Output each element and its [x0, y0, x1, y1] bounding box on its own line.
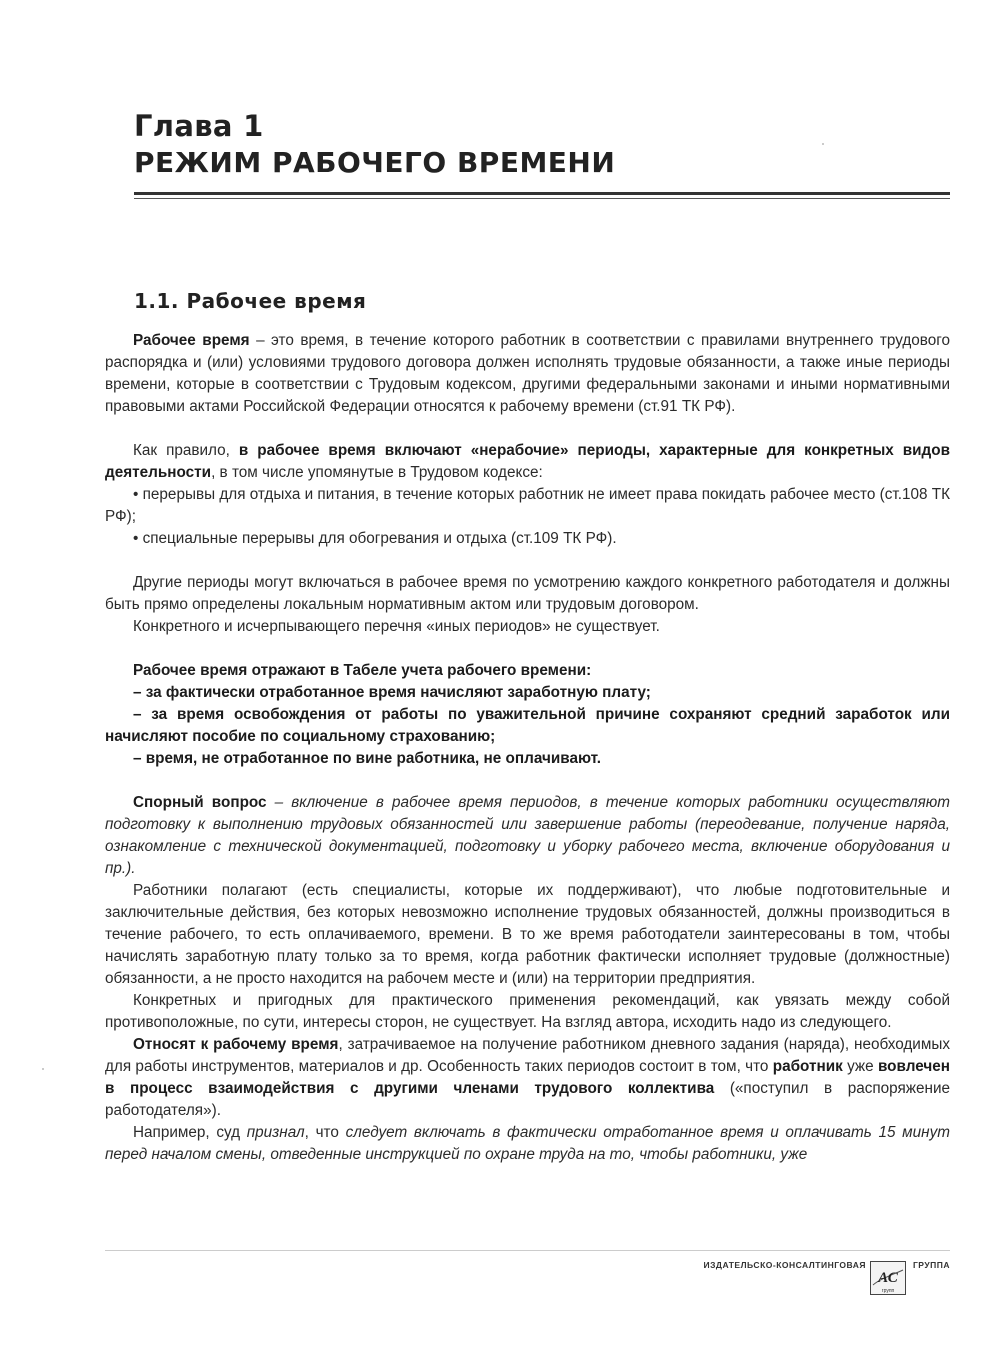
- body-text: [105, 330, 950, 1166]
- emphasis-nonworking: в рабочее время включают «нерабочие» периоды, характерные для конкретных видов деятельности: [105, 442, 951, 481]
- definition-text: – это время, в течение которого работник в соответствии с правилами внутреннего трудового распорядка и (или) условиями трудового договора должен исполнять трудовые обязанности, а также иные периоды времени, которые в соответствии с Трудовым кодексом, другими федеральными законами и иными нормативными правовыми актами Российской Федерации относятся к рабочему времени (ст.91 ТК РФ).: [105, 332, 950, 415]
- paragraph-included: [105, 1034, 950, 1122]
- text-tail: , в том числе упомянутые в Трудовом кодексе:: [211, 464, 543, 481]
- scan-speck: [42, 1068, 44, 1070]
- disputed-text: – включение в рабочее время периодов, в течение которых работники осуществляют подготовку к выполнению трудовых обязанностей или завершение работы (переодевание, получение наряда, ознакомление с технической документацией, подготовку и уборку рабочего места, включение оборудования и пр.).: [105, 794, 950, 877]
- paragraph-recommendations: Конкретных и пригодных для практического применения рекомендаций, как увязать между собой противоположные, по сути, интересы сторон, не существует. На взгляд автора, исходить надо из следующего.: [105, 992, 950, 1031]
- publisher-footer: [700, 1259, 950, 1299]
- text-part: , что: [304, 1124, 346, 1141]
- chapter-rule-thick: [134, 192, 950, 195]
- paragraph-disputed: [105, 792, 950, 880]
- scan-speck: [822, 143, 824, 145]
- chapter-label: Глава 1: [134, 109, 264, 143]
- logo-subtext: групп: [881, 1288, 895, 1294]
- chapter-rule-thin: [134, 198, 950, 199]
- paragraph-employees-view: Работники полагают (есть специалисты, которые их поддерживают), что любые подготовительные и заключительные действия, без которых невозможно исполнение трудовых обязанностей, должны производиться в течение рабочего, то есть оплачиваемого, времени. В то же время работодатели заинтересованы в том, чтобы начислять заработную плату только за то время, когда работник фактически исполняет трудовые (должностные) обязанности, а не просто находится на рабочем месте и (или) на территории предприятия.: [105, 882, 950, 987]
- paragraph-court-example: [105, 1122, 950, 1166]
- paragraph-other-periods: Другие периоды могут включаться в рабочее время по усмотрению каждого конкретного работодателя и должны быть прямо определены локальным нормативным актом или трудовым договором.: [105, 574, 950, 613]
- section-title: 1.1. Рабочее время: [134, 289, 367, 313]
- emphasis-worker: работник: [772, 1058, 843, 1075]
- paragraph-no-list: Конкретного и исчерпывающего перечня «иных периодов» не существует.: [133, 618, 660, 635]
- text-lead: Как правило,: [133, 442, 239, 459]
- emphasis-included: Относят к рабочему время: [133, 1036, 339, 1053]
- text-part: , затрачиваемое на получение работником дневного задания (наряда), необходимых для работы инструментов, материалов и др. Особенность таких периодов состоит в том, что: [105, 1036, 950, 1075]
- chapter-title: РЕЖИМ РАБОЧЕГО ВРЕМЕНИ: [134, 146, 616, 179]
- term-disputed: Спорный вопрос: [133, 794, 267, 811]
- paragraph-definition: [105, 330, 950, 418]
- publisher-logo-icon: [870, 1261, 906, 1295]
- text-part: («поступил в распоряжение работодателя»).: [105, 1080, 951, 1119]
- logo-text: АС: [878, 1270, 898, 1286]
- emphasis-involved: вовлечен в процесс взаимодействия с другими членами трудового коллектива: [105, 1058, 950, 1097]
- publisher-group: ГРУППА: [912, 1260, 950, 1270]
- timesheet-item: – время, не отработанное по вине работника, не оплачивают.: [133, 750, 602, 767]
- chapter-heading: [134, 108, 615, 182]
- footer-rule: [105, 1250, 950, 1251]
- timesheet-heading: Рабочее время отражают в Табеле учета рабочего времени:: [133, 662, 592, 679]
- bullet-item: • перерывы для отдыха и питания, в течение которых работник не имеет права покидать рабочее место (ст.108 ТК РФ);: [105, 486, 950, 525]
- italic-recognized: признал: [246, 1124, 305, 1141]
- text-part: Например, суд: [133, 1124, 247, 1141]
- text-part: уже: [842, 1058, 878, 1075]
- timesheet-item: – за фактически отработанное время начисляют заработную плату;: [133, 684, 651, 701]
- bullet-item: • специальные перерывы для обогревания и отдыха (ст.109 ТК РФ).: [133, 530, 617, 547]
- publisher-name: ИЗДАТЕЛЬСКО-КОНСАЛТИНГОВАЯ: [703, 1260, 866, 1270]
- term-working-time: Рабочее время: [133, 332, 250, 349]
- timesheet-item: – за время освобождения от работы по уважительной причине сохраняют средний заработок или начисляют пособие по социальному страхованию;: [105, 706, 950, 745]
- paragraph-nonworking-periods: [105, 440, 950, 484]
- italic-ruling: следует включать в фактически отработанное время и оплачивать 15 минут перед началом смены, отведенные инструкцией по охране труда на то, чтобы работники, уже: [105, 1124, 950, 1163]
